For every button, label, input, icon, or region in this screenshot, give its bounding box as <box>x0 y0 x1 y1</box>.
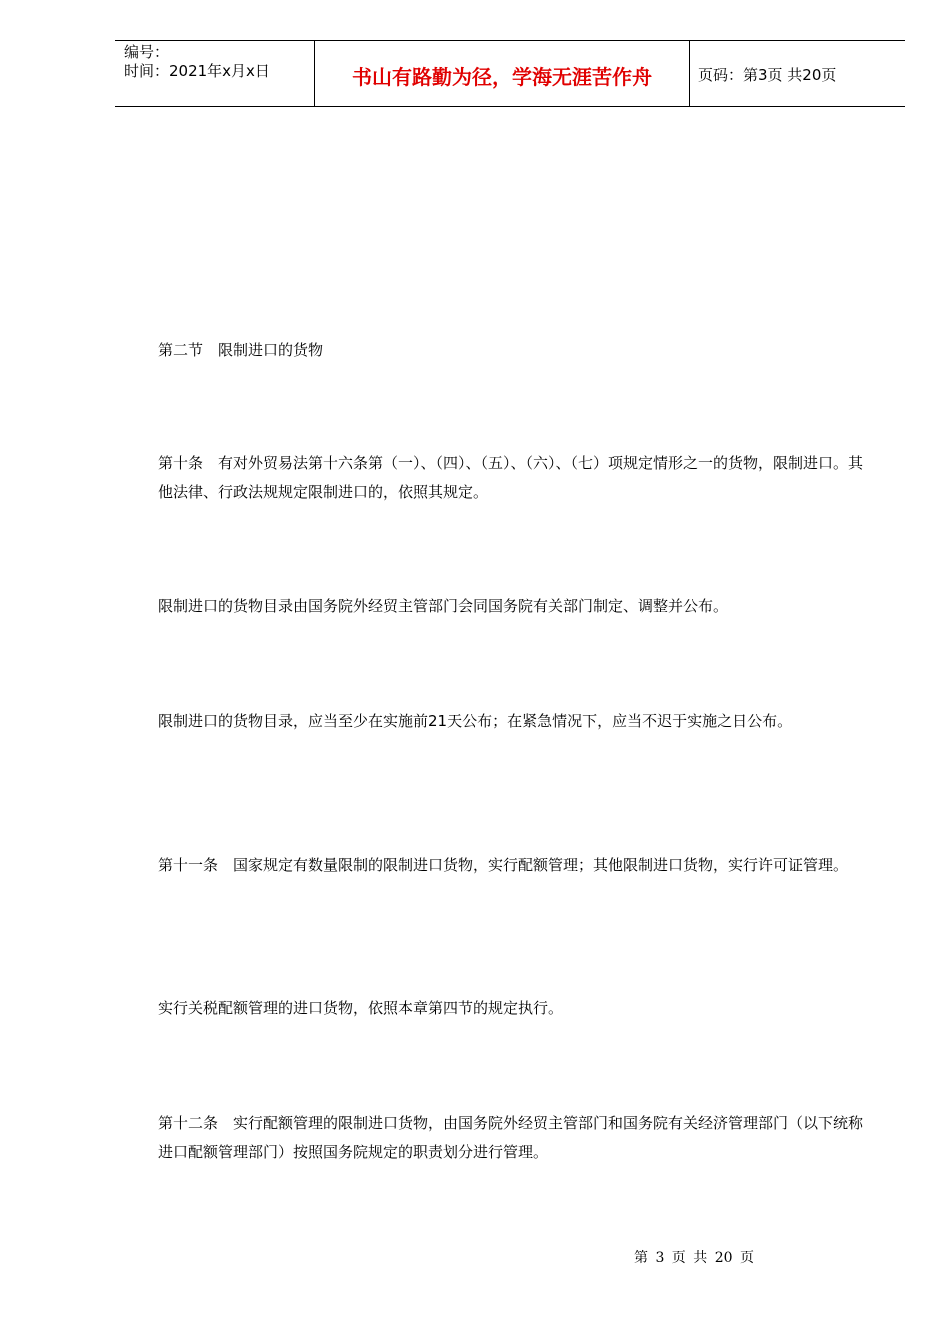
motto-text: 书山有路勤为径，学海无涯苦作舟 <box>352 65 652 89</box>
page-code-text: 页码：第3页 共20页 <box>698 66 837 84</box>
header-motto-cell <box>315 41 690 106</box>
header-info-cell <box>115 41 315 106</box>
article-11-paragraph: 第十一条 国家规定有数量限制的限制进口货物，实行配额管理；其他限制进口货物，实行许可证管理。 <box>158 856 849 874</box>
document-header <box>115 40 905 107</box>
header-page-cell <box>690 41 905 106</box>
article-12-paragraph: 第十二条 实行配额管理的限制进口货物，由国务院外经贸主管部门和国务院有关经济管理部门（以下统称进口配额管理部门）按照国务院规定的职责划分进行管理。 <box>158 1114 864 1161</box>
restricted-catalog-paragraph: 限制进口的货物目录由国务院外经贸主管部门会同国务院有关部门制定、调整并公布。 <box>158 597 729 615</box>
article-10-paragraph: 第十条 有对外贸易法第十六条第（一）、（四）、（五）、（六）、（七）项规定情形之一的货物，限制进口。其他法律、行政法规规定限制进口的，依照其规定。 <box>158 454 864 501</box>
serial-number-label: 编号： <box>124 43 170 61</box>
date-line: 时间：2021年x月x日 <box>124 62 270 80</box>
tariff-quota-paragraph: 实行关税配额管理的进口货物，依照本章第四节的规定执行。 <box>158 999 564 1017</box>
catalog-publication-paragraph: 限制进口的货物目录，应当至少在实施前21天公布；在紧急情况下，应当不迟于实施之日公布。 <box>158 712 793 730</box>
footer-page-number: 第 3 页 共 20 页 <box>634 1250 754 1266</box>
section-title: 第二节 限制进口的货物 <box>158 341 324 359</box>
